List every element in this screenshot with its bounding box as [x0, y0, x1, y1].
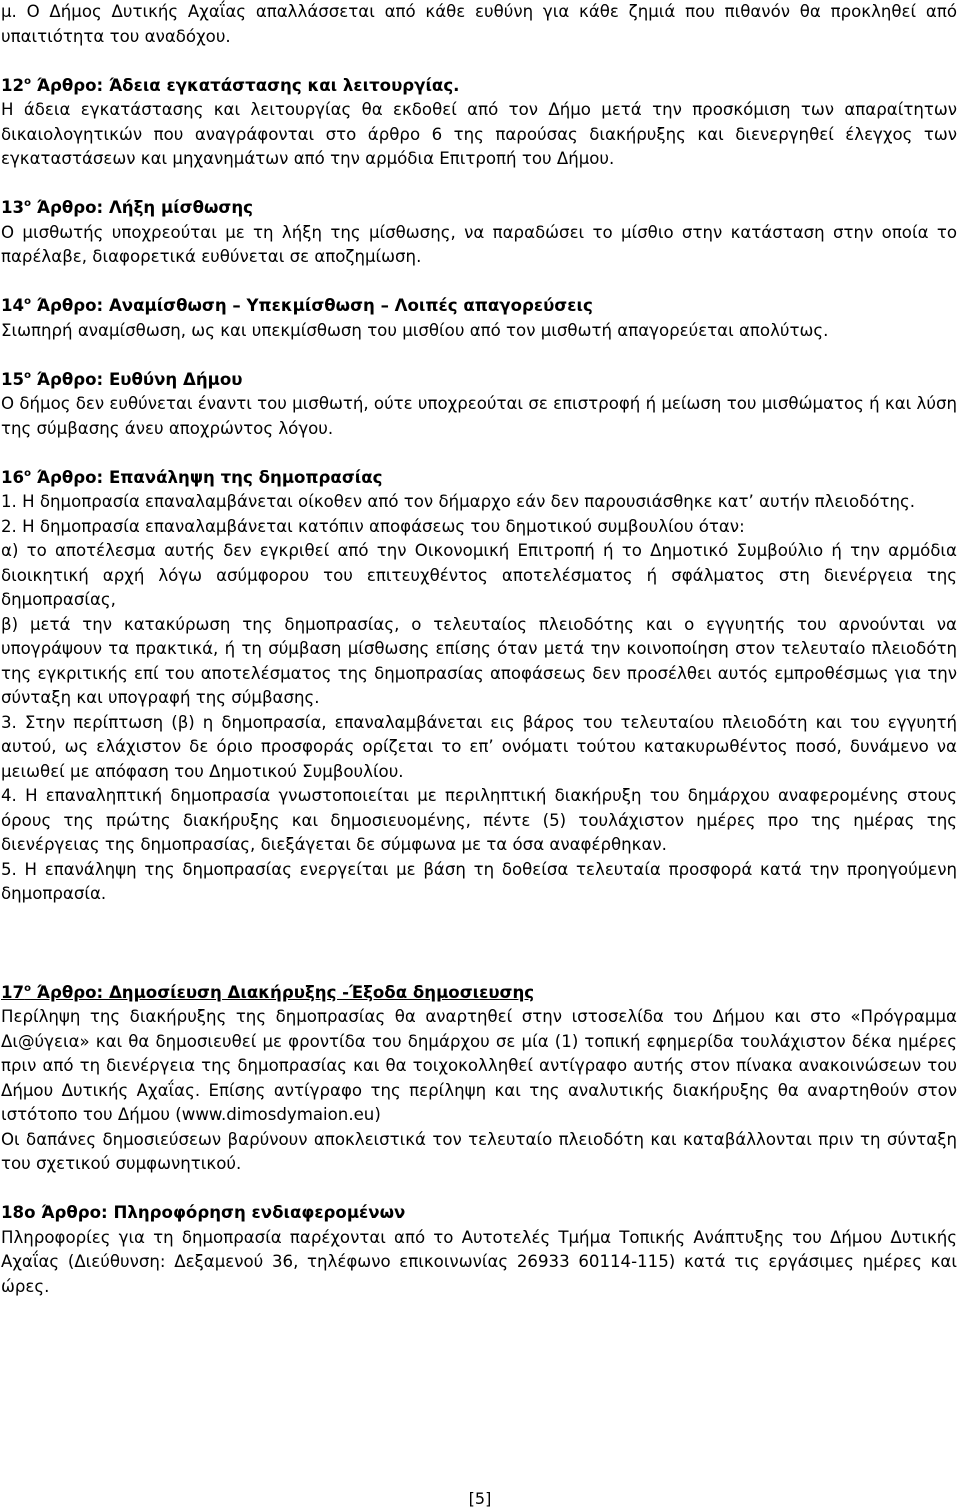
article-16-item-2: 2. Η δημοπρασία επαναλαμβάνεται κατόπιν αποφάσεως του δημοτικού συμβουλίου όταν:	[1, 516, 745, 536]
article-16-item-2b: β) μετά την κατακύρωση της δημοπρασίας, ο τελευταίος πλειοδότης και ο εγγυητής του αρνούνται να υπογράψουν τα πρακτικά, ή τη σύμβαση μίσθωσης επίσης όταν μετά την κοινοποίηση στον τελευταίο πλειοδότη της εγκριτικής επί του αποτελέσματος της δημοπρασίας αποφάσεως δεν προσέλθει αυτός εμπροθέσμως για την σύνταξη και υπογραφή της σύμβασης.	[1, 614, 957, 707]
article-14-body: Σιωπηρή αναμίσθωση, ως και υπεκμίσθωση του μισθίου από τον μισθωτή απαγορεύεται απολύτως.	[1, 320, 829, 340]
article-16-item-5: 5. Η επανάληψη της δημοπρασίας ενεργείται με βάση τη δοθείσα τελευταία προσφορά κατά την προηγούμενη δημοπρασία.	[1, 859, 957, 903]
article-17-body-1: Περίληψη της διακήρυξης της δημοπρασίας θα αναρτηθεί στην ιστοσελίδα του Δήμου και στο «Πρόγραμμα Δι@ύγεια» και θα δημοσιευθεί με φροντίδα του δημάρχου σε μία (1) τοπική εφημερίδα τουλάχιστον δέκα ημέρες πριν από τη διενέργεια της δημοπρασίας και θα τοιχοκολληθεί αντίγραφο αυτής στον πίνακα ανακοινώσεων του Δήμου Δυτικής Αχαΐας. Επίσης αντίγραφο της περίληψη και της αναλυτικής διακήρυξης θα αναρτηθούν στον ιστότοπο του Δήμου (www.dimosdymaion.eu)	[1, 1007, 957, 1124]
article-16-item-4: 4. Η επαναληπτική δημοπρασία γνωστοποιείται με περιληπτική διακήρυξη του δημάρχου αναφερομένης στους όρους της πρώτης διακήρυξης και δημοσιευομένης, πέντε (5) τουλάχιστον ημέρες προ της ημέρας της διενέργειας της δημοπρασίας, διεξάγεται δε σύμφωνα με τα όσα αναφέρθηκαν.	[1, 786, 957, 854]
article-16-item-3: 3. Στην περίπτωση (β) η δημοπρασία, επαναλαμβάνεται εις βάρος του τελευταίου πλειοδότη και του εγγυητή αυτού, ως ελάχιστον δε όριο προσφοράς ορίζεται το επ’ ονόματι τούτου κατακυρωθέντος ποσό, δυνάμενο να μειωθεί με απόφαση του Δημοτικού Συμβουλίου.	[1, 712, 957, 781]
heading-article-14: $14^o$ Άρθρο: Αναμίσθωση – Υπεκμίσθωση – Λοιπές απαγορεύσεις	[1, 296, 593, 315]
paragraph-top-item: μ. Ο Δήμος Δυτικής Αχαΐας απαλλάσσεται από κάθε ευθύνη για κάθε ζημιά που πιθανόν θα προκληθεί από υπαιτιότητα του αναδόχου.	[1, 2, 957, 46]
heading-article-13: $13^o$ Άρθρο: Λήξη μίσθωσης	[1, 198, 253, 217]
article-18-body: Πληροφορίες για τη δημοπρασία παρέχονται από το Αυτοτελές Τμήμα Τοπικής Ανάπτυξης του Δήμου Δυτικής Αχαΐας (Διεύθυνση: Δεξαμενού 36, τηλέφωνο επικοινωνίας 26933 60114-115) κατά τις εργάσιμες ημέρες και ώρες.	[1, 1227, 957, 1296]
article-16-item-2a: α) το αποτέλεσμα αυτής δεν εγκριθεί από την Οικονομική Επιτροπή ή το Δημοτικό Συμβούλιο ή την αρμόδια διοικητική αρχή λόγω ασύμφορου του επιτευχθέντος αποτελέσματος ή σφάλματος στη διενέργεια της δημοπρασίας,	[1, 541, 957, 609]
document-page	[1, 0, 957, 1299]
heading-article-17: $17^o$ Άρθρο: Δημοσίευση Διακήρυξης -Έξοδα δημοσιευσης	[1, 982, 535, 1002]
article-13-body: Ο μισθωτής υποχρεούται με τη λήξη της μίσθωσης, να παραδώσει το μίσθιο στην κατάσταση στην οποία το παρέλαβε, διαφορετικά ευθύνεται σε αποζημίωση.	[1, 222, 957, 266]
heading-article-12: $12^o$ Άρθρο: Άδεια εγκατάστασης και λειτουργίας.	[1, 75, 460, 95]
heading-article-16: $16^o$ Άρθρο: Επανάληψη της δημοπρασίας	[1, 467, 383, 487]
article-16-item-1: 1. Η δημοπρασία επαναλαμβάνεται οίκοθεν από τον δήμαρχο εάν δεν παρουσιάσθηκε κατ’ αυτήν πλειοδότης.	[1, 492, 916, 511]
heading-article-15: $15^o$ Άρθρο: Ευθύνη Δήμου	[1, 369, 243, 389]
page-number: [5]	[468, 1489, 492, 1508]
article-17-body-2: Οι δαπάνες δημοσιεύσεων βαρύνουν αποκλειστικά τον τελευταίο πλειοδότη και καταβάλλονται πριν τη σύνταξη του σχετικού συμφωνητικού.	[1, 1129, 957, 1173]
heading-article-18: 18ο Άρθρο: Πληροφόρηση ενδιαφερομένων	[1, 1203, 406, 1222]
article-12-body: Η άδεια εγκατάστασης και λειτουργίας θα εκδοθεί από τον Δήμο μετά την προσκόμιση των απαραίτητων δικαιολογητικών που αναγράφονται στο άρθρο 6 της παρούσας διακήρυξης και διενεργηθεί έλεγχος των εγκαταστάσεων και μηχανημάτων από την αρμόδια Επιτροπή του Δήμου.	[1, 100, 957, 168]
article-15-body: Ο δήμος δεν ευθύνεται έναντι του μισθωτή, ούτε υποχρεούται σε επιστροφή ή μείωση του μισθώματος ή και λύση της σύμβασης άνευ αποχρώντος λόγου.	[1, 394, 957, 438]
